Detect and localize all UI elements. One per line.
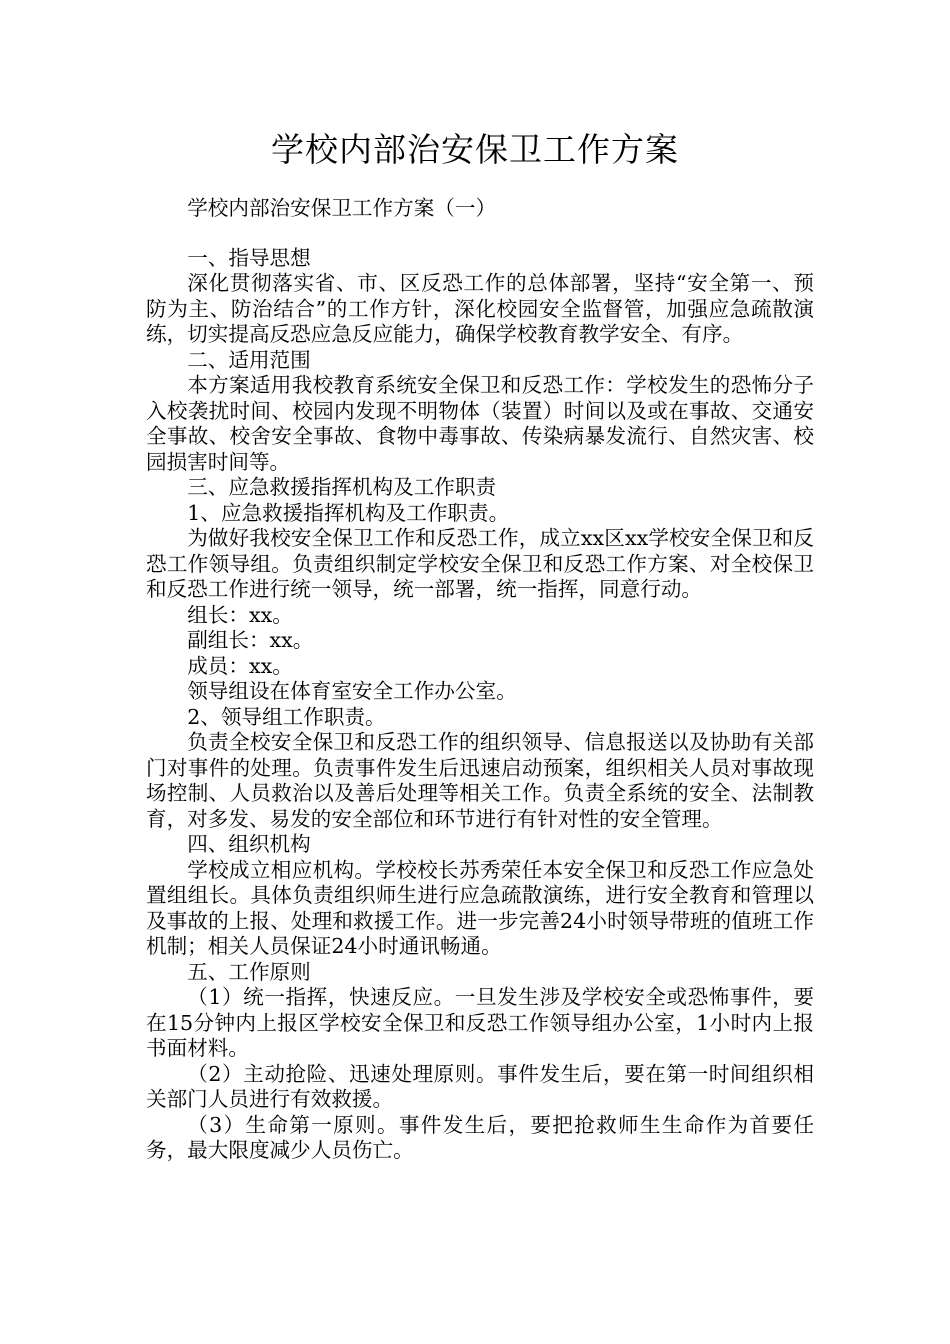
paragraph: 负责全校安全保卫和反恐工作的组织领导、信息报送以及协助有关部门对事件的处理。负责事件发生后迅速启动预案，组织相关人员对事故现场控制、人员救治以及善后处理等相关工作。负责全系统的安全、法制教育，对多发、易发的安全部位和环节进行有针对性的安全管理。 <box>146 730 814 831</box>
team-leader-line: 组长：xx。 <box>187 602 293 627</box>
heading-organization: 四、组织机构 <box>187 832 311 856</box>
subheading: 1、应急救援指挥机构及工作职责。 <box>187 500 510 525</box>
document-body <box>146 196 814 1164</box>
paragraph: 本方案适用我校教育系统安全保卫和反恐工作：学校发生的恐怖分子入校袭扰时间、校园内发现不明物体（装置）时间以及或在事故、交通安全事故、校舍安全事故、食物中毒事故、传染病暴发流行、自然灾害、校园损害时间等。 <box>146 373 814 474</box>
heading-principles: 五、工作原则 <box>187 959 311 984</box>
paragraph: 为做好我校安全保卫工作和反恐工作，成立xx区xx学校安全保卫和反恐工作领导组。负责组织制定学校安全保卫和反恐工作方案、对全校保卫和反恐工作进行统一领导，统一部署，统一指挥，同意行动。 <box>146 526 814 601</box>
paragraph: 学校成立相应机构。学校校长苏秀荣任本安全保卫和反恐工作应急处置组组长。具体负责组织师生进行应急疏散演练，进行安全教育和管理以及事故的上报、处理和救援工作。进一步完善24小时领导带班的值班工作机制；相关人员保证24小时通讯畅通。 <box>146 857 814 958</box>
deputy-leader-line: 副组长：xx。 <box>187 628 314 652</box>
heading-command-structure: 三、应急救援指挥机构及工作职责 <box>187 475 497 499</box>
subheading: 2、领导组工作职责。 <box>187 704 386 729</box>
members-line: 成员：xx。 <box>187 653 293 678</box>
heading-guiding-ideology: 一、指导思想 <box>187 245 311 270</box>
principle-item: （3）生命第一原则。事件发生后，要把抢救师生生命作为首要任务，最大限度减少人员伤亡。 <box>146 1112 814 1162</box>
paragraph: 领导组设在体育室安全工作办公室。 <box>187 679 517 703</box>
principle-item: （2）主动抢险、迅速处理原则。事件发生后，要在第一时间组织相关部门人员进行有效救援。 <box>146 1061 814 1111</box>
heading-scope: 二、适用范围 <box>187 347 311 372</box>
document-title: 学校内部治安保卫工作方案 <box>271 130 679 169</box>
section-subtitle: 学校内部治安保卫工作方案（一） <box>187 196 497 220</box>
principle-item: （1）统一指挥，快速反应。一旦发生涉及学校安全或恐怖事件，要在15分钟内上报区学校安全保卫和反恐工作领导组办公室，1小时内上报书面材料。 <box>146 985 814 1060</box>
paragraph: 深化贯彻落实省、市、区反恐工作的总体部署，坚持“安全第一、预防为主、防治结合”的工作方针，深化校园安全监督管，加强应急疏散演练，切实提高反恐应急反应能力，确保学校教育教学安全、有序。 <box>146 271 814 346</box>
